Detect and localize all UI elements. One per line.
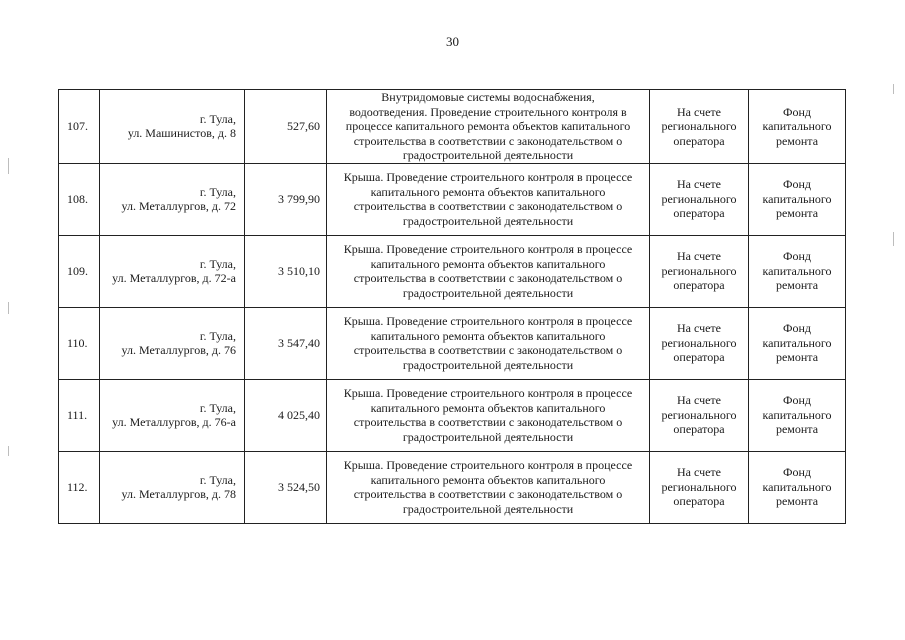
work-line: Внутридомовые системы водоснабжения, — [381, 90, 595, 104]
account-line: На счете — [676, 249, 721, 264]
funding-source-cell — [749, 163, 846, 235]
row-number-cell: 112. — [59, 451, 100, 523]
source-line: ремонта — [775, 278, 819, 293]
account-line: оператора — [673, 278, 725, 293]
address-cell — [100, 90, 245, 164]
table-row — [59, 163, 846, 235]
row-number-cell: 107. — [59, 90, 100, 164]
address-cell — [100, 451, 245, 523]
page-number: 30 — [446, 34, 459, 49]
account-line: регионального — [661, 119, 737, 133]
account-cell — [650, 379, 749, 451]
funding-source-cell — [749, 451, 846, 523]
address-cell — [100, 307, 245, 379]
row-number-cell: 110. — [59, 307, 100, 379]
cost-cell: 527,60 — [245, 90, 327, 164]
source-line: капитального — [762, 479, 832, 494]
work-line: градостроительной деятельности — [402, 429, 574, 444]
address-city: г. Тула, — [199, 111, 236, 126]
work-line: Крыша. Проведение строительного контроля в процессе — [343, 242, 633, 256]
work-line: градостроительной деятельности — [402, 501, 574, 516]
table-row — [59, 451, 846, 523]
account-line: оператора — [673, 206, 725, 221]
repair-works-table — [58, 89, 846, 524]
account-line: оператора — [673, 350, 725, 365]
account-line: На счете — [676, 321, 721, 336]
source-line: Фонд — [782, 249, 811, 264]
cost-cell: 4 025,40 — [245, 379, 327, 451]
address-city: г. Тула, — [199, 328, 236, 343]
work-line: Крыша. Проведение строительного контроля в процессе — [343, 314, 633, 328]
work-line: капитального ремонта объектов капитального — [370, 472, 606, 487]
address-street: ул. Металлургов, д. 72-а — [112, 271, 236, 285]
account-line: На счете — [676, 393, 721, 408]
table-body — [59, 90, 846, 524]
work-description-cell — [327, 90, 650, 164]
source-line: ремонта — [775, 494, 819, 509]
source-line: капитального — [762, 335, 832, 350]
account-cell — [650, 307, 749, 379]
account-line: оператора — [673, 422, 725, 437]
work-line: капитального ремонта объектов капитального — [370, 256, 606, 271]
cost-cell: 3 547,40 — [245, 307, 327, 379]
address-street: ул. Металлургов, д. 78 — [121, 487, 236, 501]
work-line: строительства в соответствии с законодательством о — [353, 271, 623, 285]
work-description-cell — [327, 307, 650, 379]
account-line: На счете — [676, 104, 721, 119]
work-line: капитального ремонта объектов капитального — [370, 400, 606, 415]
account-cell — [650, 163, 749, 235]
work-line: градостроительной деятельности — [402, 213, 574, 228]
address-cell — [100, 163, 245, 235]
source-line: ремонта — [775, 133, 819, 148]
row-number-cell: 111. — [59, 379, 100, 451]
address-city: г. Тула, — [199, 472, 236, 487]
row-number-cell: 108. — [59, 163, 100, 235]
work-description-cell — [327, 451, 650, 523]
funding-source-cell — [749, 307, 846, 379]
account-cell — [650, 451, 749, 523]
address-city: г. Тула, — [199, 184, 236, 199]
scan-artifact — [893, 232, 894, 246]
scan-artifact — [8, 302, 9, 314]
source-line: капитального — [762, 263, 832, 278]
work-line: капитального ремонта объектов капитального — [370, 328, 606, 343]
cost-cell: 3 524,50 — [245, 451, 327, 523]
source-line: Фонд — [782, 177, 811, 192]
source-line: Фонд — [782, 104, 811, 119]
work-line: градостроительной деятельности — [402, 285, 574, 300]
address-cell — [100, 379, 245, 451]
work-description-cell — [327, 163, 650, 235]
cost-cell: 3 510,10 — [245, 235, 327, 307]
source-line: Фонд — [782, 393, 811, 408]
source-line: капитального — [762, 119, 832, 133]
account-line: регионального — [661, 263, 737, 278]
source-line: капитального — [762, 191, 832, 206]
address-street: ул. Машинистов, д. 8 — [127, 126, 236, 141]
account-line: регионального — [661, 479, 737, 494]
address-street: ул. Металлургов, д. 76 — [121, 343, 236, 357]
funding-source-cell — [749, 379, 846, 451]
account-line: регионального — [661, 191, 737, 206]
work-line: строительства в соответствии с законодательством о — [353, 199, 623, 213]
work-line: Крыша. Проведение строительного контроля в процессе — [343, 458, 633, 472]
source-line: капитального — [762, 407, 832, 422]
source-line: ремонта — [775, 206, 819, 221]
address-city: г. Тула, — [199, 256, 236, 271]
account-line: оператора — [673, 494, 725, 509]
scan-artifact — [8, 158, 9, 174]
scan-artifact — [893, 84, 894, 94]
work-line: строительства в соответствии с законодательством о — [353, 133, 623, 148]
work-line: строительства в соответствии с законодательством о — [353, 415, 623, 429]
address-city: г. Тула, — [199, 400, 236, 415]
source-line: Фонд — [782, 321, 811, 336]
table-row — [59, 90, 846, 164]
work-description-cell — [327, 235, 650, 307]
work-line: строительства в соответствии с законодательством о — [353, 343, 623, 357]
work-line: градостроительной деятельности — [402, 357, 574, 372]
address-cell — [100, 235, 245, 307]
account-line: регионального — [661, 335, 737, 350]
work-line: строительства в соответствии с законодательством о — [353, 487, 623, 501]
work-line: градостроительной деятельности — [402, 148, 574, 162]
work-line: водоотведения. Проведение строительного контроля в — [349, 104, 627, 119]
funding-source-cell — [749, 235, 846, 307]
address-street: ул. Металлургов, д. 72 — [121, 199, 236, 213]
address-street: ул. Металлургов, д. 76-а — [112, 415, 236, 429]
work-line: Крыша. Проведение строительного контроля в процессе — [343, 170, 633, 184]
account-line: На счете — [676, 177, 721, 192]
table-row — [59, 307, 846, 379]
account-line: регионального — [661, 407, 737, 422]
account-line: оператора — [673, 133, 725, 148]
work-line: капитального ремонта объектов капитального — [370, 184, 606, 199]
account-line: На счете — [676, 465, 721, 480]
work-line: процессе капитального ремонта объектов капитального — [345, 119, 631, 133]
work-line: Крыша. Проведение строительного контроля в процессе — [343, 386, 633, 400]
source-line: Фонд — [782, 465, 811, 480]
source-line: ремонта — [775, 422, 819, 437]
table-row — [59, 379, 846, 451]
scan-artifact — [8, 446, 9, 456]
table-row — [59, 235, 846, 307]
row-number-cell: 109. — [59, 235, 100, 307]
work-description-cell — [327, 379, 650, 451]
cost-cell: 3 799,90 — [245, 163, 327, 235]
account-cell — [650, 235, 749, 307]
source-line: ремонта — [775, 350, 819, 365]
account-cell — [650, 90, 749, 164]
funding-source-cell — [749, 90, 846, 164]
